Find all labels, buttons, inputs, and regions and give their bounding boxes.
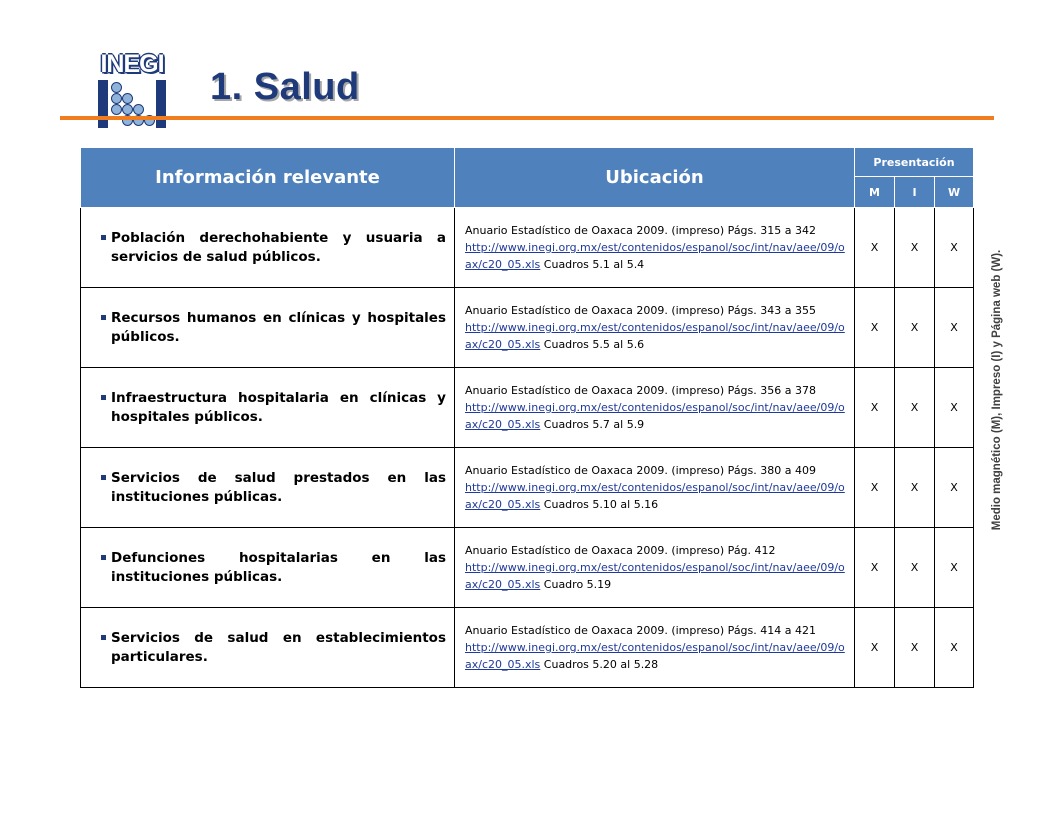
header-w: W xyxy=(935,177,974,208)
header-divider xyxy=(60,116,994,120)
row-tables: Cuadros 5.10 al 5.16 xyxy=(540,498,659,511)
row-info: Infraestructura hospitalaria en clínicas y hospitales públicos. xyxy=(111,389,446,425)
row-link[interactable]: http://www.inegi.org.mx/est/contenidos/espanol/soc/int/nav/aee/09/oax/c20_05.xls xyxy=(465,561,845,591)
logo-text: INEGI xyxy=(100,50,164,78)
row-m: X xyxy=(855,528,895,608)
row-i: X xyxy=(895,448,935,528)
row-i: X xyxy=(895,528,935,608)
bullet-icon xyxy=(101,395,106,400)
row-w: X xyxy=(935,608,974,688)
row-info: Población derechohabiente y usuaria a servicios de salud públicos. xyxy=(111,229,446,265)
table-row xyxy=(81,448,974,528)
row-i: X xyxy=(895,288,935,368)
row-source: Anuario Estadístico de Oaxaca 2009. (impreso) Págs. 343 a 355 xyxy=(465,304,816,317)
row-i: X xyxy=(895,208,935,288)
table-row xyxy=(81,288,974,368)
row-source: Anuario Estadístico de Oaxaca 2009. (impreso) Págs. 356 a 378 xyxy=(465,384,816,397)
page-title: 1. Salud xyxy=(210,66,360,108)
bullet-icon xyxy=(101,555,106,560)
row-link[interactable]: http://www.inegi.org.mx/est/contenidos/espanol/soc/int/nav/aee/09/oax/c20_05.xls xyxy=(465,321,845,351)
row-w: X xyxy=(935,288,974,368)
header-info: Información relevante xyxy=(81,148,455,208)
row-source: Anuario Estadístico de Oaxaca 2009. (impreso) Págs. 380 a 409 xyxy=(465,464,816,477)
row-link[interactable]: http://www.inegi.org.mx/est/contenidos/espanol/soc/int/nav/aee/09/oax/c20_05.xls xyxy=(465,481,845,511)
header-presentation: Presentación xyxy=(855,148,974,177)
bullet-icon xyxy=(101,635,106,640)
row-m: X xyxy=(855,368,895,448)
header-i: I xyxy=(895,177,935,208)
row-link[interactable]: http://www.inegi.org.mx/est/contenidos/espanol/soc/int/nav/aee/09/oax/c20_05.xls xyxy=(465,241,845,271)
row-tables: Cuadros 5.7 al 5.9 xyxy=(540,418,645,431)
bullet-icon xyxy=(101,235,106,240)
row-link[interactable]: http://www.inegi.org.mx/est/contenidos/espanol/soc/int/nav/aee/09/oax/c20_05.xls xyxy=(465,641,845,671)
row-source: Anuario Estadístico de Oaxaca 2009. (impreso) Págs. 315 a 342 xyxy=(465,224,816,237)
row-info: Servicios de salud prestados en las instituciones públicas. xyxy=(111,469,446,505)
row-i: X xyxy=(895,608,935,688)
table-row xyxy=(81,208,974,288)
row-source: Anuario Estadístico de Oaxaca 2009. (impreso) Pág. 412 xyxy=(465,544,776,557)
row-tables: Cuadros 5.20 al 5.28 xyxy=(540,658,659,671)
header-m: M xyxy=(855,177,895,208)
row-info: Servicios de salud en establecimientos particulares. xyxy=(111,629,446,665)
row-m: X xyxy=(855,608,895,688)
side-note xyxy=(985,210,1009,570)
row-tables: Cuadros 5.5 al 5.6 xyxy=(540,338,645,351)
row-i: X xyxy=(895,368,935,448)
row-info: Recursos humanos en clínicas y hospitales públicos. xyxy=(111,309,446,345)
bullet-icon xyxy=(101,475,106,480)
row-source: Anuario Estadístico de Oaxaca 2009. (impreso) Págs. 414 a 421 xyxy=(465,624,816,637)
row-m: X xyxy=(855,208,895,288)
side-note-text: Medio magnético (M), Impreso (I) y Página web (W). xyxy=(991,249,1003,531)
header-location: Ubicación xyxy=(455,148,855,208)
info-table xyxy=(80,147,974,688)
table-row xyxy=(81,368,974,448)
row-m: X xyxy=(855,448,895,528)
logo-abacus-icon xyxy=(98,80,166,128)
table-row xyxy=(81,528,974,608)
row-m: X xyxy=(855,288,895,368)
row-w: X xyxy=(935,528,974,608)
row-tables: Cuadro 5.19 xyxy=(540,578,612,591)
row-w: X xyxy=(935,208,974,288)
row-w: X xyxy=(935,368,974,448)
row-tables: Cuadros 5.1 al 5.4 xyxy=(540,258,645,271)
row-info: Defunciones hospitalarias en las instituciones públicas. xyxy=(111,549,446,585)
row-link[interactable]: http://www.inegi.org.mx/est/contenidos/espanol/soc/int/nav/aee/09/oax/c20_05.xls xyxy=(465,401,845,431)
bullet-icon xyxy=(101,315,106,320)
row-w: X xyxy=(935,448,974,528)
table-row xyxy=(81,608,974,688)
